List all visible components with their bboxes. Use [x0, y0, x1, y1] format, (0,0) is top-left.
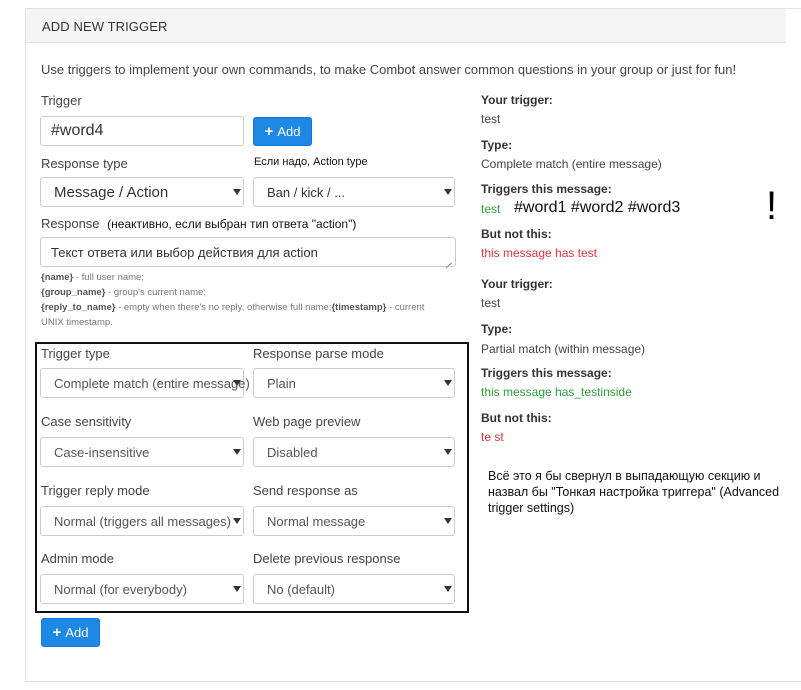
response-label-note: (неактивно, если выбран тип ответа "action"): [107, 217, 357, 231]
intro-text: Use triggers to implement your own commands, to make Combot answer common questions in your group or just for fun!: [41, 62, 737, 77]
add-trigger-submit-button[interactable]: [41, 618, 100, 647]
add-trigger-button-label: Add: [277, 124, 301, 139]
response-textarea-value: Текст ответа или выбор действия для action: [51, 244, 318, 260]
hint-name: [41, 270, 144, 285]
admin-mode-select[interactable]: [40, 574, 244, 604]
delete-prev-label: Delete previous response: [253, 551, 401, 566]
send-as-select[interactable]: [253, 506, 455, 536]
delete-prev-select[interactable]: [253, 574, 455, 604]
example1-triggers: test: [481, 202, 501, 216]
hint-text: - full user name;: [73, 272, 144, 283]
resize-handle-icon[interactable]: [444, 255, 452, 263]
annotation-words: #word1 #word2 #word3: [514, 199, 681, 216]
send-as-value: Normal message: [267, 513, 366, 529]
hint-key: {reply_to_name}: [41, 302, 116, 313]
send-as-label: Send response as: [253, 483, 358, 498]
example2-your-trigger: test: [481, 296, 501, 310]
example1-not-label: But not this:: [481, 227, 552, 241]
response-type-select[interactable]: [40, 177, 244, 207]
example1-your-trigger: test: [481, 112, 501, 126]
web-preview-select[interactable]: [253, 437, 455, 467]
parse-mode-select[interactable]: [253, 368, 455, 398]
example1-type-label: Type:: [481, 138, 513, 152]
exclamation-mark: !: [766, 184, 778, 228]
response-label-text: Response: [41, 216, 100, 231]
add-trigger-button[interactable]: [253, 117, 312, 146]
annotation-note: Всё это я бы свернул в выпадающую секцию и назвал бы "Тонкая настройка триггера" (Advanced trigger settings): [488, 469, 780, 515]
hint-key: {name}: [41, 272, 74, 283]
example1-type: Complete match (entire message): [481, 157, 662, 171]
panel-header: [26, 9, 786, 43]
trigger-type-value: Complete match (entire message): [54, 375, 250, 391]
add-trigger-submit-label: Add: [65, 625, 89, 640]
example2-your-trigger-label: Your trigger:: [481, 277, 553, 291]
response-label: [41, 216, 356, 231]
response-type-label: Response type: [41, 156, 128, 171]
reply-mode-label: Trigger reply mode: [41, 483, 150, 498]
plus-icon: +: [264, 123, 274, 140]
reply-mode-value: Normal (triggers all messages): [54, 513, 231, 529]
admin-mode-value: Normal (for everybody): [54, 581, 187, 597]
hint-text: - group's current name;: [105, 287, 206, 298]
hint-reply-to-name: [41, 300, 424, 315]
action-type-value: Ban / kick / ...: [267, 184, 346, 200]
example2-triggers-label: Triggers this message:: [481, 366, 612, 380]
trigger-input[interactable]: [40, 116, 244, 146]
case-sensitivity-value: Case-insensitive: [54, 444, 150, 460]
example2-type-label: Type:: [481, 322, 513, 336]
hint-timestamp: UNIX timestamp.: [41, 317, 113, 328]
parse-mode-label: Response parse mode: [253, 346, 384, 361]
example2-not-label: But not this:: [481, 411, 552, 425]
action-type-label: Если надо, Action type: [254, 156, 368, 168]
hint-text: - current: [386, 302, 425, 313]
plus-icon: +: [52, 624, 62, 641]
reply-mode-select[interactable]: [40, 506, 244, 536]
trigger-type-select[interactable]: [40, 368, 250, 398]
panel-title: ADD NEW TRIGGER: [42, 19, 168, 34]
example1-not: this message has test: [481, 246, 598, 260]
web-preview-label: Web page preview: [253, 414, 361, 429]
hint-group-name: [41, 285, 206, 300]
case-sensitivity-select[interactable]: [40, 437, 244, 467]
example1-your-trigger-label: Your trigger:: [481, 93, 553, 107]
example1-triggers-label: Triggers this message:: [481, 182, 612, 196]
response-textarea[interactable]: [40, 237, 456, 267]
hint-key: {group_name}: [41, 287, 106, 298]
web-preview-value: Disabled: [267, 444, 318, 460]
admin-mode-label: Admin mode: [41, 551, 114, 566]
delete-prev-value: No (default): [267, 581, 335, 597]
response-type-value: Message / Action: [54, 183, 169, 201]
example2-triggers: this message has_testinside: [481, 385, 632, 399]
example2-type: Partial match (within message): [481, 342, 646, 356]
trigger-type-label: Trigger type: [41, 346, 110, 361]
parse-mode-value: Plain: [267, 375, 296, 391]
hint-text: - empty when there's no reply, otherwise full name;: [115, 302, 332, 313]
trigger-label: Trigger: [41, 93, 82, 108]
example2-not: te st: [481, 430, 504, 444]
action-type-select[interactable]: [253, 177, 455, 207]
trigger-input-value: #word4: [51, 122, 104, 139]
case-sensitivity-label: Case sensitivity: [41, 414, 132, 429]
hint-key: {timestamp}: [331, 302, 387, 313]
